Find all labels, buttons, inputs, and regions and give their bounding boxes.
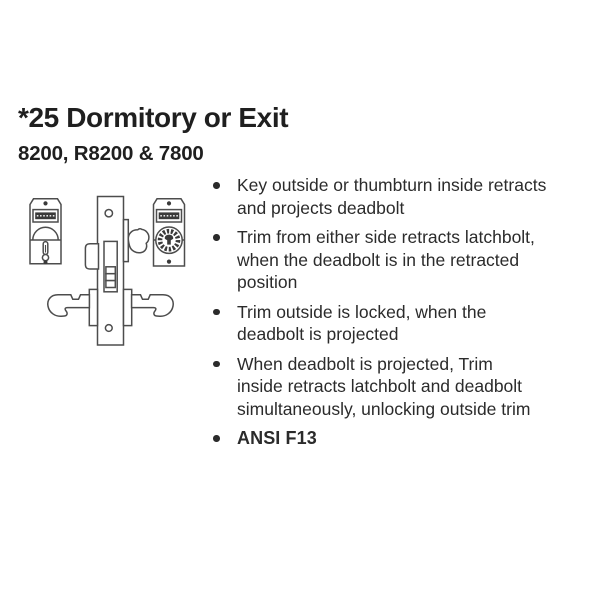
bullet-dot <box>204 427 237 450</box>
case-screw-hole <box>105 210 112 217</box>
inside-escutcheon-with-key-cylinder <box>154 199 185 266</box>
page-title: *25 Dormitory or Exit <box>18 102 289 133</box>
bullet-dot <box>204 301 237 346</box>
deadbolt-slide <box>106 267 115 274</box>
bullet-dot <box>204 353 237 421</box>
inside-lever-handle <box>132 295 174 316</box>
mortise-lock-diagram <box>0 184 215 356</box>
model-numbers: 8200, R8200 & 7800 <box>18 142 204 165</box>
bullet-text: Key outside or thumbturn inside retracts and projects deadbolt <box>237 175 547 218</box>
bullet-text: When deadbolt is projected, Trim inside retracts latchbolt and deadbolt simultaneously, unlocking outside trim <box>237 353 531 419</box>
function-description-list <box>204 174 590 457</box>
thumbturn-mount-strip <box>124 220 129 262</box>
latchbolt <box>85 244 98 269</box>
screw-dot <box>44 260 48 264</box>
screw-dot <box>43 201 47 205</box>
bullet-text: Trim from either side retracts latchbolt, when the deadbolt is in the retracted position <box>237 227 535 292</box>
thumbturn-knob <box>128 229 149 253</box>
bullet-dot <box>204 174 237 219</box>
outside-lever-handle <box>48 295 90 316</box>
screw-dot <box>167 201 171 205</box>
trim-mount-plate <box>89 289 97 325</box>
screw-dot <box>167 260 171 264</box>
bullet-text: Trim outside is locked, when the deadbolt is projected <box>237 301 487 344</box>
mortise-lock-case <box>85 197 148 346</box>
trim-mount-plate <box>124 289 132 325</box>
list-item <box>204 301 590 346</box>
bullet-dot <box>204 226 237 294</box>
bullet-text: ANSI F13 <box>237 428 317 448</box>
outside-escutcheon-with-thumbturn <box>30 199 61 264</box>
list-item <box>204 226 590 294</box>
list-item <box>204 353 590 421</box>
list-item-ansi-rating <box>204 427 590 450</box>
case-screw-hole <box>105 325 112 332</box>
list-item <box>204 174 590 219</box>
